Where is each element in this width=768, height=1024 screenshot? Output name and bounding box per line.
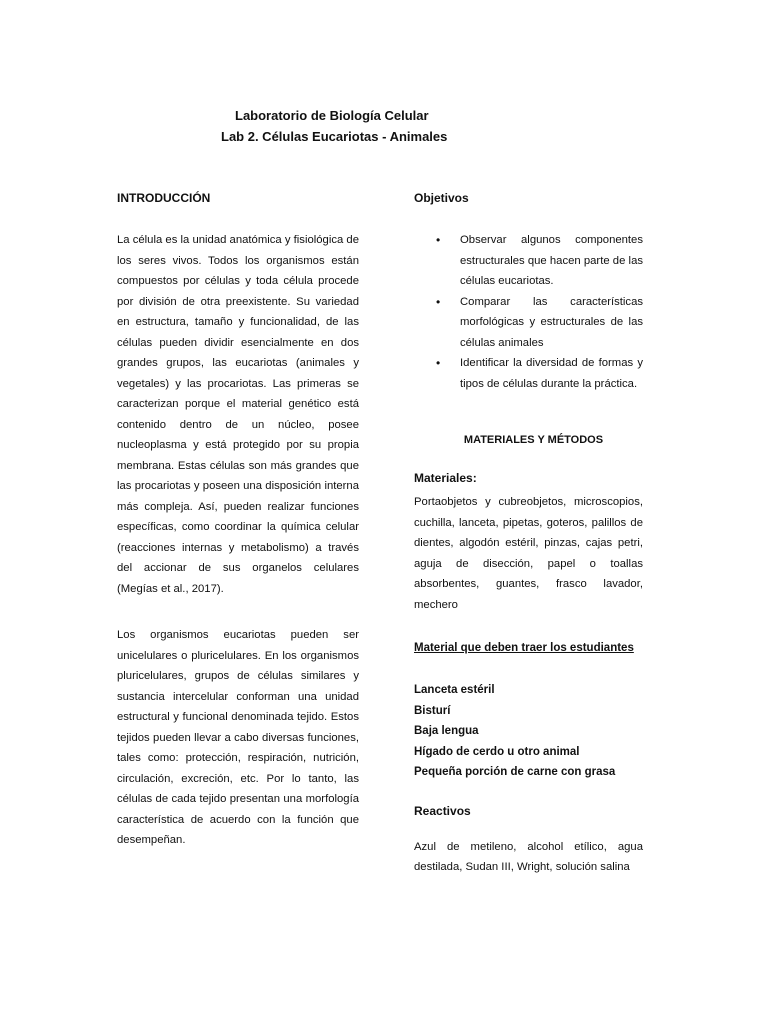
objectives-list xyxy=(414,230,643,394)
intro-paragraph-1: La célula es la unidad anatómica y fisiológica de los seres vivos. Todos los organismos están compuestos por células y toda célula procede por división de otra preexistente. Su variedad en estructura, tamaño y funcionalidad, de las células pueden dividir esencialmente en dos grandes grupos, las eucariotas (animales y vegetales) y las procariotas. Las primeras se caracterizan porque el material genético está contenido dentro de un núcleo, posee nucleoplasma y está protegido por su propia membrana. Estas células son más grandes que las procariotas y poseen una disposición interna más compleja. Así, pueden realizar funciones específicas, como coordinar la química celular (reacciones internas y metabolismo) a través del accionar de sus organelos celulares (Megías et al., 2017). xyxy=(117,234,359,595)
objective-item: • Comparar las características morfológicas y estructurales de las células animales xyxy=(414,292,643,354)
materials-text: Portaobjetos y cubreobjetos, microscopios, cuchilla, lanceta, pipetas, goteros, palillos de dientes, algodón estéril, pinzas, cajas petri, aguja de disección, papel o toallas absorbentes, guantes, frasco lavador, mechero xyxy=(414,496,643,611)
bullet-icon: • xyxy=(436,294,441,309)
students-material-heading: Material que deben traer los estudiantes xyxy=(414,642,634,654)
objective-item: • Observar algunos componentes estructurales que hacen parte de las células eucariotas. xyxy=(414,230,643,292)
document-title xyxy=(200,105,500,147)
intro-paragraph-2: Los organismos eucariotas pueden ser unicelulares o pluricelulares. En los organismos pluricelulares, grupos de células similares y sustancia intercelular conforman una unidad estructural y funcional denominada tejido. Estos tejidos pueden llevar a cabo diversas funciones, tales como: protección, respiración, nutrición, circulación, excreción, etc. Por lo tanto, las células de cada tejido presentan una morfología característica de acuerdo con la función que desempeñan. xyxy=(117,629,359,846)
reagents-heading: Reactivos xyxy=(414,803,471,818)
objectives-heading: Objetivos xyxy=(414,191,469,205)
reagents-text: Azul de metileno, alcohol etílico, agua destilada, Sudan III, Wright, solución salina xyxy=(414,840,643,873)
bullet-icon: • xyxy=(436,233,441,247)
right-column xyxy=(414,190,643,878)
methods-heading: MATERIALES Y MÉTODOS xyxy=(463,434,604,446)
title-line-2: Lab 2. Células Eucariotas - Animales xyxy=(221,129,448,144)
left-column xyxy=(117,190,359,851)
intro-heading: INTRODUCCIÓN xyxy=(117,191,211,205)
list-item: Hígado de cerdo u otro animal xyxy=(414,745,580,758)
list-item: Bisturí xyxy=(414,704,451,717)
bullet-icon: • xyxy=(436,356,441,370)
list-item: Lanceta estéril xyxy=(414,684,495,696)
list-item: Pequeña porción de carne con grasa xyxy=(414,766,616,778)
students-material-list xyxy=(414,680,643,783)
objective-item: • Identificar la diversidad de formas y tipos de células durante la práctica. xyxy=(414,353,643,394)
title-line-1: Laboratorio de Biología Celular xyxy=(235,108,429,123)
list-item: Baja lengua xyxy=(414,725,479,737)
materials-heading: Materiales: xyxy=(414,471,477,485)
